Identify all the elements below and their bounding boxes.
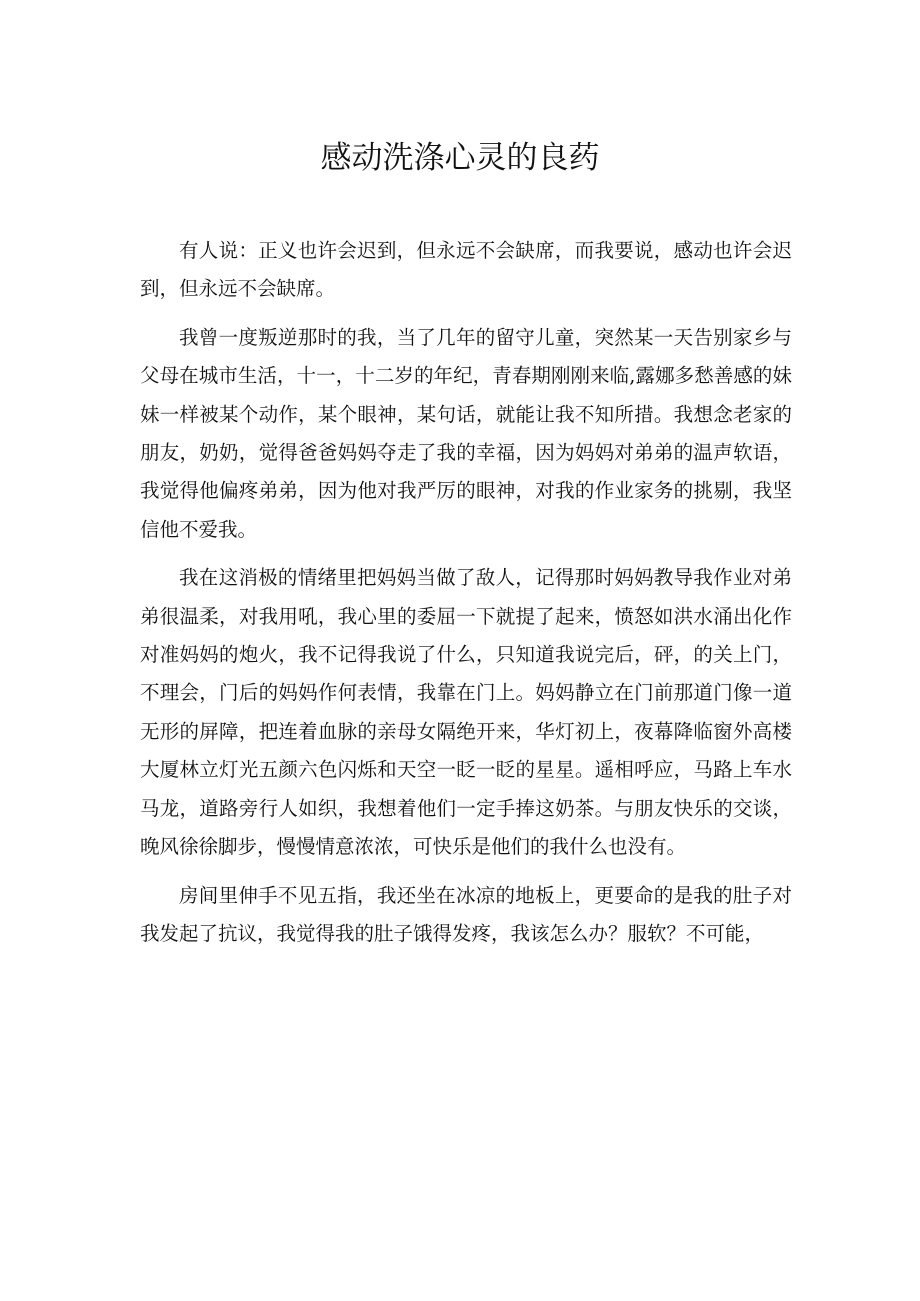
document-body [140, 232, 792, 963]
document-title: 感动洗涤心灵的良药 [320, 140, 600, 176]
paragraph: 有人说：正义也许会迟到，但永远不会缺席，而我要说，感动也许会迟到，但永远不会缺席。 [140, 239, 792, 301]
paragraph: 我曾一度叛逆那时的我，当了几年的留守儿童，突然某一天告别家乡与父母在城市生活，十一，十二岁的年纪，青春期刚刚来临,露娜多愁善感的妹妹一样被某个动作，某个眼神，某句话，就能让我不知所措。我想念老家的朋友，奶奶，觉得爸爸妈妈夺走了我的幸福，因为妈妈对弟弟的温声软语，我觉得他偏疼弟弟，因为他对我严厉的眼神，对我的作业家务的挑剔，我坚信他不爱我。 [140, 325, 792, 541]
paragraph: 房间里伸手不见五指，我还坐在冰凉的地板上，更要命的是我的肚子对我发起了抗议，我觉得我的肚子饿得发疼，我该怎么办？服软？不可能， [140, 883, 792, 945]
paragraph: 我在这消极的情绪里把妈妈当做了敌人，记得那时妈妈教导我作业对弟弟很温柔，对我用吼，我心里的委屈一下就提了起来，愤怒如洪水涌出化作对准妈妈的炮火，我不记得我说了什么，只知道我说完后，砰，的关上门，不理会，门后的妈妈作何表情，我靠在门上。妈妈静立在门前那道门像一道无形的屏障，把连着血脉的亲母女隔绝开来，华灯初上，夜幕降临窗外高楼大厦林立灯光五颜六色闪烁和天空一眨一眨的星星。遥相呼应，马路上车水马龙，道路旁行人如织，我想着他们一定手捧这奶茶。与朋友快乐的交谈，晚风徐徐脚步，慢慢情意浓浓，可快乐是他们的我什么也没有。 [140, 566, 792, 859]
